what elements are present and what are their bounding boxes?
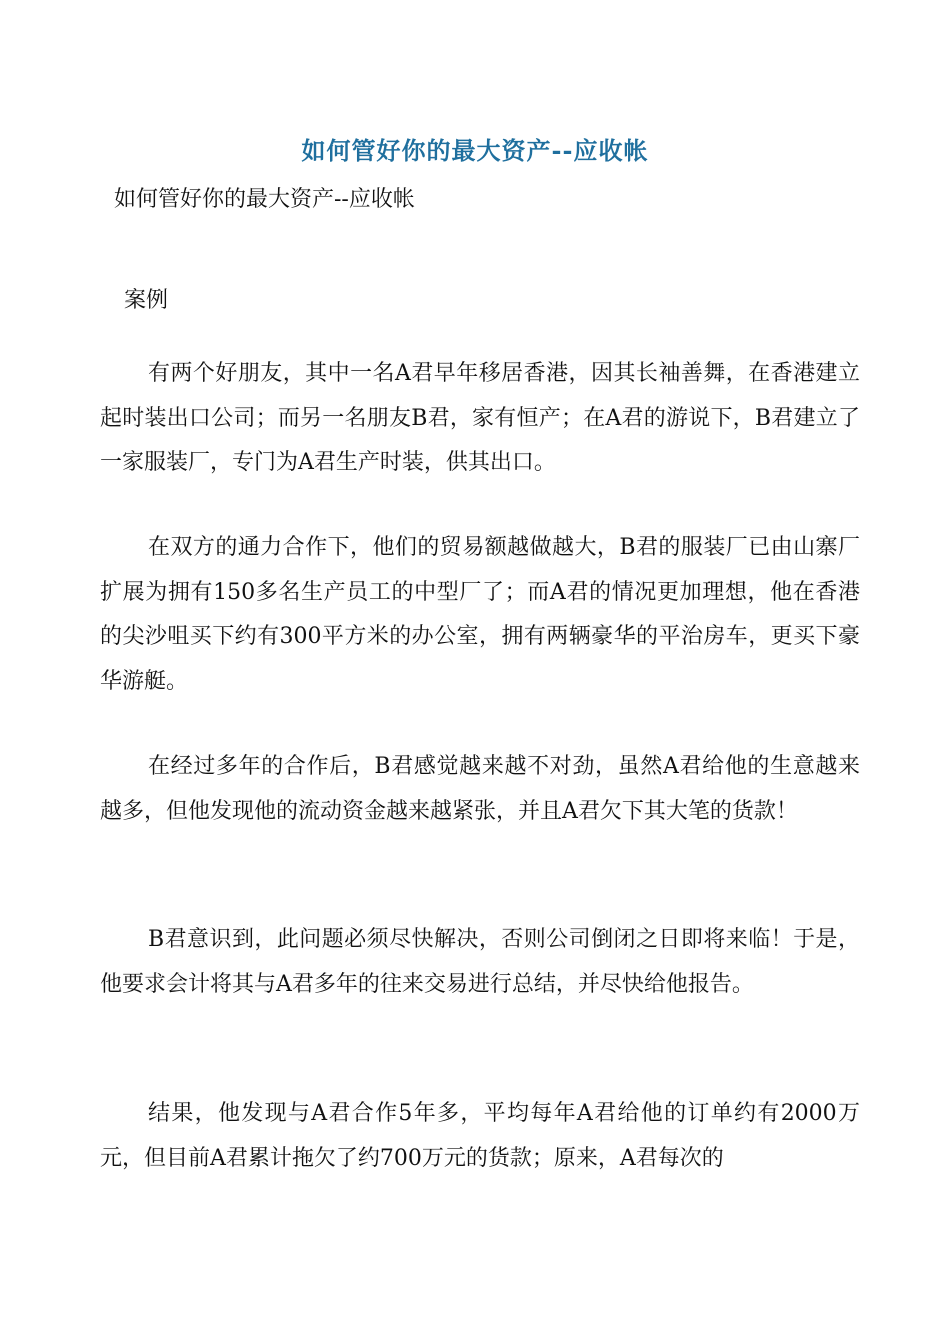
body-paragraph: 有两个好朋友，其中一名A君早年移居香港，因其长袖善舞，在香港建立起时装出口公司；而另一名朋友B君，家有恒产；在A君的游说下，B君建立了一家服装厂，专门为A君生产时装，供其出口。 (100, 361, 860, 475)
document-title: 如何管好你的最大资产--应收帐 (301, 136, 649, 165)
section-label: 案例 (124, 288, 169, 313)
body-paragraph: B君意识到，此问题必须尽快解决，否则公司倒闭之日即将来临！于是，他要求会计将其与A君多年的往来交易进行总结，并尽快给他报告。 (100, 927, 860, 997)
body-paragraph: 在双方的通力合作下，他们的贸易额越做越大，B君的服装厂已由山寨厂扩展为拥有150多名生产员工的中型厂了；而A君的情况更加理想，他在香港的尖沙咀买下约有300平方米的办公室，拥有两辆豪华的平治房车，更买下豪华游艇。 (100, 535, 860, 694)
body-paragraph: 在经过多年的合作后，B君感觉越来越不对劲，虽然A君给他的生意越来越多，但他发现他的流动资金越来越紧张，并且A君欠下其大笔的货款！ (100, 754, 860, 824)
document-subtitle: 如何管好你的最大资产--应收帐 (114, 187, 415, 212)
body-paragraph: 结果，他发现与A君合作5年多，平均每年A君给他的订单约有2000万元，但目前A君累计拖欠了约700万元的货款；原来，A君每次的 (100, 1101, 860, 1171)
